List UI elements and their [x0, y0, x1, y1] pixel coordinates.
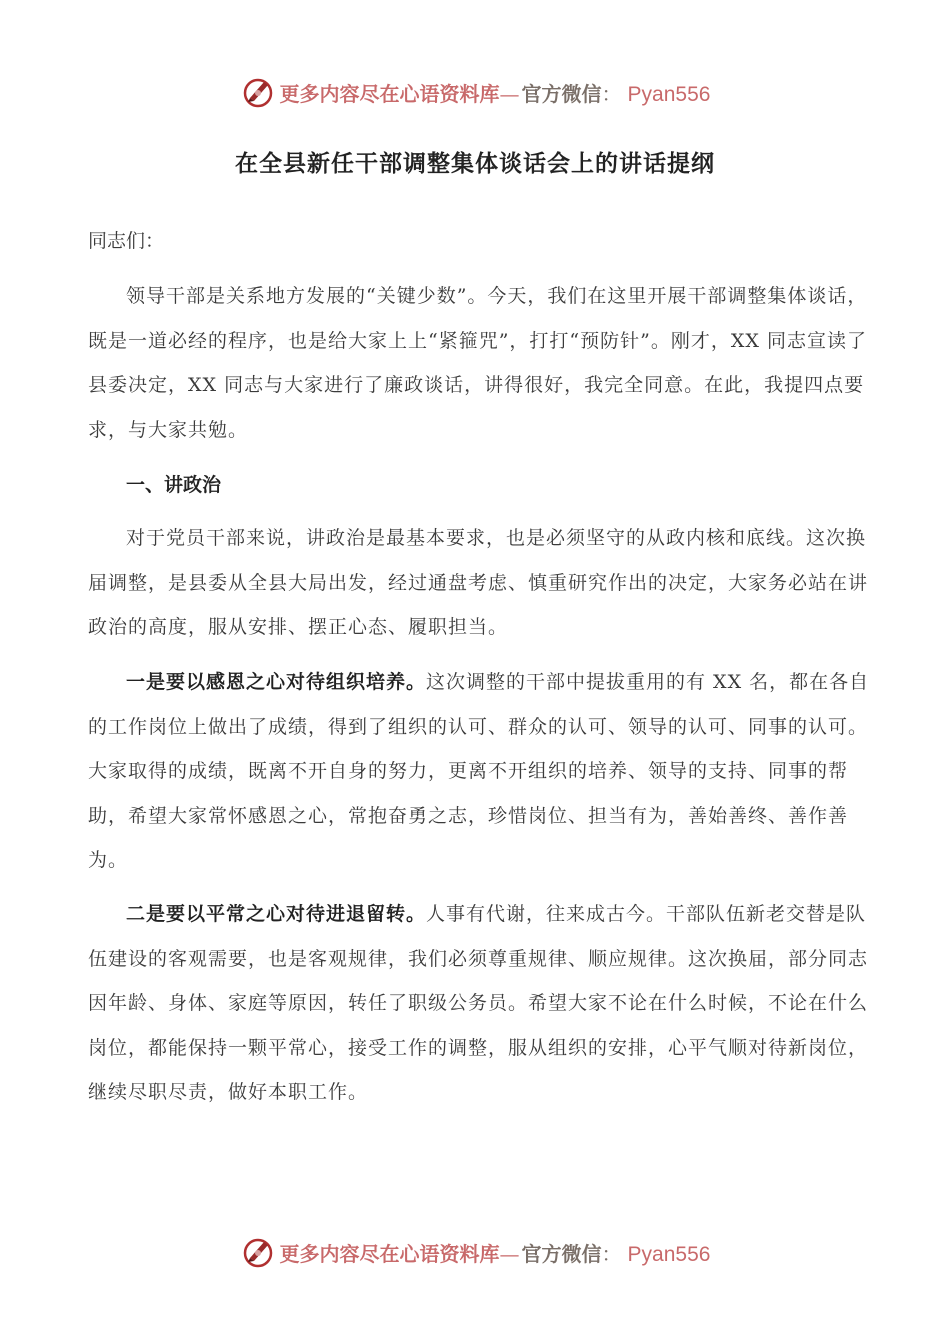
point2-paragraph: [88, 892, 878, 1115]
footer-watermark-banner: [0, 1232, 950, 1272]
banner-separator: —: [499, 81, 520, 106]
banner-colon: ：: [601, 81, 622, 106]
section1-paragraph: 对于党员干部来说，讲政治是最基本要求，也是必须坚守的从政内核和底线。这次换届调整，是县委从全县大局出发，经过通盘考虑、慎重研究作出的决定，大家务必站在讲政治的高度，服从安排、摆正心态、履职担当。: [88, 527, 869, 638]
banner-wechat-id: Pyan556: [627, 1242, 711, 1266]
intro-paragraph: 领导干部是关系地方发展的“关键少数”。今天，我们在这里开展干部调整集体谈话，既是一道必经的程序，也是给大家上上“紧箍咒”，打打“预防针”。刚才，XX 同志宣读了县委决定，XX 同志与大家进行了廉政谈话，讲得很好，我完全同意。在此，我提四点要求，与大家共勉。: [88, 285, 868, 441]
header-watermark-banner: [0, 72, 950, 112]
banner-main-text: 更多内容尽在心语资料库: [279, 1241, 500, 1266]
salutation: 同志们：: [88, 230, 165, 252]
banner-wechat-label: 官方微信: [521, 81, 602, 106]
section-heading-1: 一、讲政治: [126, 474, 222, 496]
pen-logo-icon: [240, 1234, 276, 1270]
pen-logo-icon: [240, 74, 276, 110]
banner-wechat-id: Pyan556: [627, 82, 711, 106]
banner-wechat-label: 官方微信: [521, 1241, 602, 1266]
point2-bold-lead: 二是要以平常之心对待进退留转。: [126, 903, 427, 925]
banner-separator: —: [499, 1241, 520, 1266]
point2-text: 人事有代谢，往来成古今。干部队伍新老交替是队伍建设的客观需要，也是客观规律，我们必须尊重规律、顺应规律。这次换届，部分同志因年龄、身体、家庭等原因，转任了职级公务员。希望大家不论在什么时候，不论在什么岗位，都能保持一颗平常心，接受工作的调整，服从组织的安排，心平气顺对待新岗位，继续尽职尽责，做好本职工作。: [88, 903, 869, 1103]
point1-bold-lead: 一是要以感恩之心对待组织培养。: [126, 671, 427, 693]
document-title: 在全县新任干部调整集体谈话会上的讲话提纲: [235, 151, 715, 177]
point1-paragraph: [88, 660, 878, 883]
banner-main-text: 更多内容尽在心语资料库: [279, 81, 500, 106]
banner-colon: ：: [601, 1241, 622, 1266]
point1-text: 这次调整的干部中提拔重用的有 XX 名，都在各自的工作岗位上做出了成绩，得到了组织的认可、群众的认可、领导的认可、同事的认可。大家取得的成绩，既离不开自身的努力，更离不开组织的培养、领导的支持、同事的帮助，希望大家常怀感恩之心，常抱奋勇之志，珍惜岗位、担当有为，善始善终、善作善为。: [88, 671, 870, 871]
